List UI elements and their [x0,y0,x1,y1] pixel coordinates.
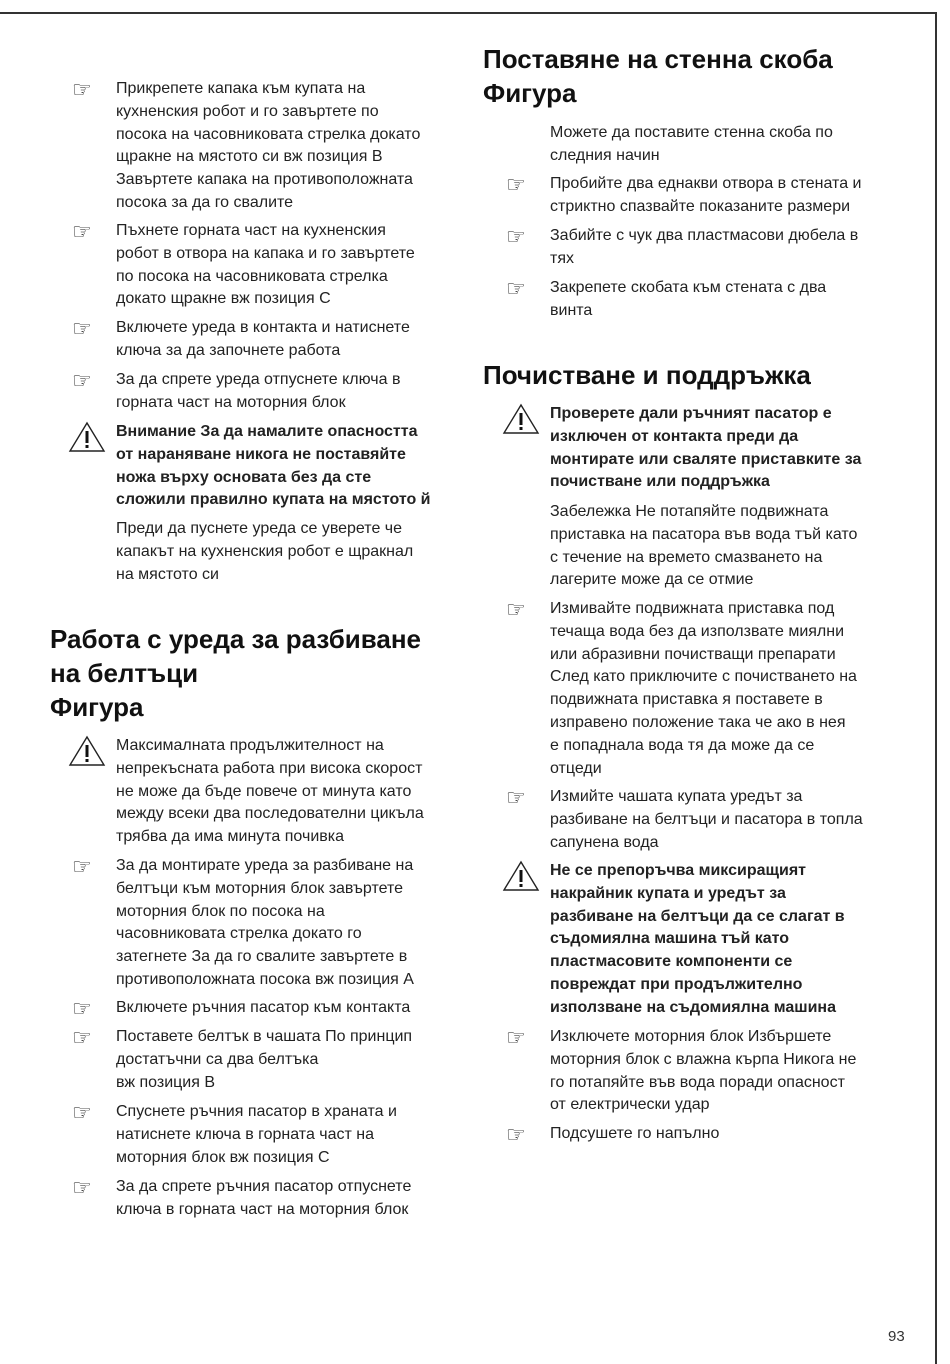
pointing-hand-icon: ☞ [506,785,526,810]
instruction-item: ☞ Прикрепете капака към купата на кухненския робот и го завъртете по посока на часовниковата стрелка докато щракне на мястото си вж позиция B Завъртете капака на противоположната посока за да го свалите [72,77,421,211]
section-heading-wall-bracket: Поставяне на стенна скоба Фигура [483,44,833,108]
pointing-hand-icon: ☞ [506,1025,526,1050]
pointing-hand-icon: ☞ [72,1025,92,1050]
pointing-hand-icon: ☞ [72,854,92,879]
warning-item: Не се препоръчва миксиращият накрайник купата и уредът за разбиване на белтъци да се слагат в съдомиялна машина тъй като пластмасовите компоненти се повреждат при продължително използване на съдомиялна машина [502,860,930,1020]
instruction-item: ☞ Измийте чашата купата уредът за разбиване на белтъци и пасатора в топла сапунена вода [506,785,863,851]
page-number: 93 [888,1328,905,1345]
note-paragraph: Забележка Не потапяйте подвижната приставка на пасатора във вода тъй като с течение на времето смазването на лагерите може да се отмие [550,503,858,589]
instruction-item: ☞ Подсушете го напълно [506,1122,720,1147]
page-frame-right-border [935,12,937,1364]
intro-paragraph: Можете да поставите стенна скоба по следния начин [550,124,833,164]
instruction-item: ☞ Пробийте два еднакви отвора в стената и стриктно спазвайте показаните размери [506,172,862,215]
warning-triangle-icon [502,860,540,892]
pointing-hand-icon: ☞ [72,77,92,102]
instruction-item: ☞ За да монтирате уреда за разбиване на белтъци към моторния блок завъртете моторния блок по посока на часовниковата стрелка докато го затегнете За да го свалите завъртете в противоположната посока вж позиция A [72,854,414,988]
instruction-item: ☞ Спуснете ръчния пасатор в храната и натиснете ключа в горната част на моторния блок вж позиция C [72,1100,397,1166]
pointing-hand-icon: ☞ [72,1175,92,1200]
instruction-item: ☞ Забийте с чук два пластмасови дюбела в тях [506,224,859,267]
instruction-item: ☞ За да спрете уреда отпуснете ключа в горната част на моторния блок [72,368,401,411]
section-heading-whisk: Работа с уреда за разбиване на белтъци Фигура [50,624,422,722]
pointing-hand-icon: ☞ [72,219,92,244]
section-heading-cleaning: Почистване и поддръжка [483,360,811,390]
pointing-hand-icon: ☞ [506,172,526,197]
instruction-item: ☞ Включете уреда в контакта и натиснете ключа за да започнете работа [72,316,410,359]
warning-item: Внимание За да намалите опасността от нараняване никога не поставяйте ножа върху основата без да сте сложили правилно купата на мястото й [68,421,470,512]
instruction-item: ☞ Изключете моторния блок Избършете моторния блок с влажна кърпа Никога не го потапяйте във вода поради опасност от електрически удар [506,1025,857,1114]
instruction-item: ☞ Пъхнете горната част на кухненския робот в отвора на капака и го завъртете по посока на часовниковата стрелка докато щракне вж позиция C [72,219,415,308]
pointing-hand-icon: ☞ [72,1100,92,1125]
warning-triangle-icon [68,735,106,767]
instruction-item: ☞ Включете ръчния пасатор към контакта [72,996,411,1021]
pointing-hand-icon: ☞ [72,368,92,393]
pointing-hand-icon: ☞ [72,996,92,1021]
pointing-hand-icon: ☞ [506,224,526,249]
pointing-hand-icon: ☞ [506,1122,526,1147]
pointing-hand-icon: ☞ [72,316,92,341]
warning-item: Проверете дали ръчният пасатор е изключен от контакта преди да монтирате или сваляте приставките за почистване или поддръжка [502,403,930,494]
instruction-item: ☞ Поставете белтък в чашата По принцип достатъчни са два белтъка вж позиция B [72,1025,413,1091]
instruction-item: ☞ Измивайте подвижната приставка под течаща вода без да използвате миялни или абразивни почистващи препарати След като приключите с почистването на подвижната приставка я поставете в изправено положение така че ако в нея е попаднала вода тя да може да се отцеди [506,597,857,777]
warning-item: Максималната продължителност на непрекъсната работа при висока скорост не може да бъде повече от минута като между всеки два последователни цикъла трябва да има минута почивка [68,735,470,849]
instruction-item: ☞ За да спрете ръчния пасатор отпуснете ключа в горната част на моторния блок [72,1175,412,1218]
instruction-item: ☞ Закрепете скобата към стената с два винта [506,276,827,319]
warning-triangle-icon [68,421,106,453]
note-paragraph: Преди да пуснете уреда се уверете че капакът на кухненския робот е щракнал на мястото си [116,520,414,583]
pointing-hand-icon: ☞ [506,276,526,301]
warning-triangle-icon [502,403,540,435]
page-frame-top-border [0,12,937,14]
pointing-hand-icon: ☞ [506,597,526,622]
